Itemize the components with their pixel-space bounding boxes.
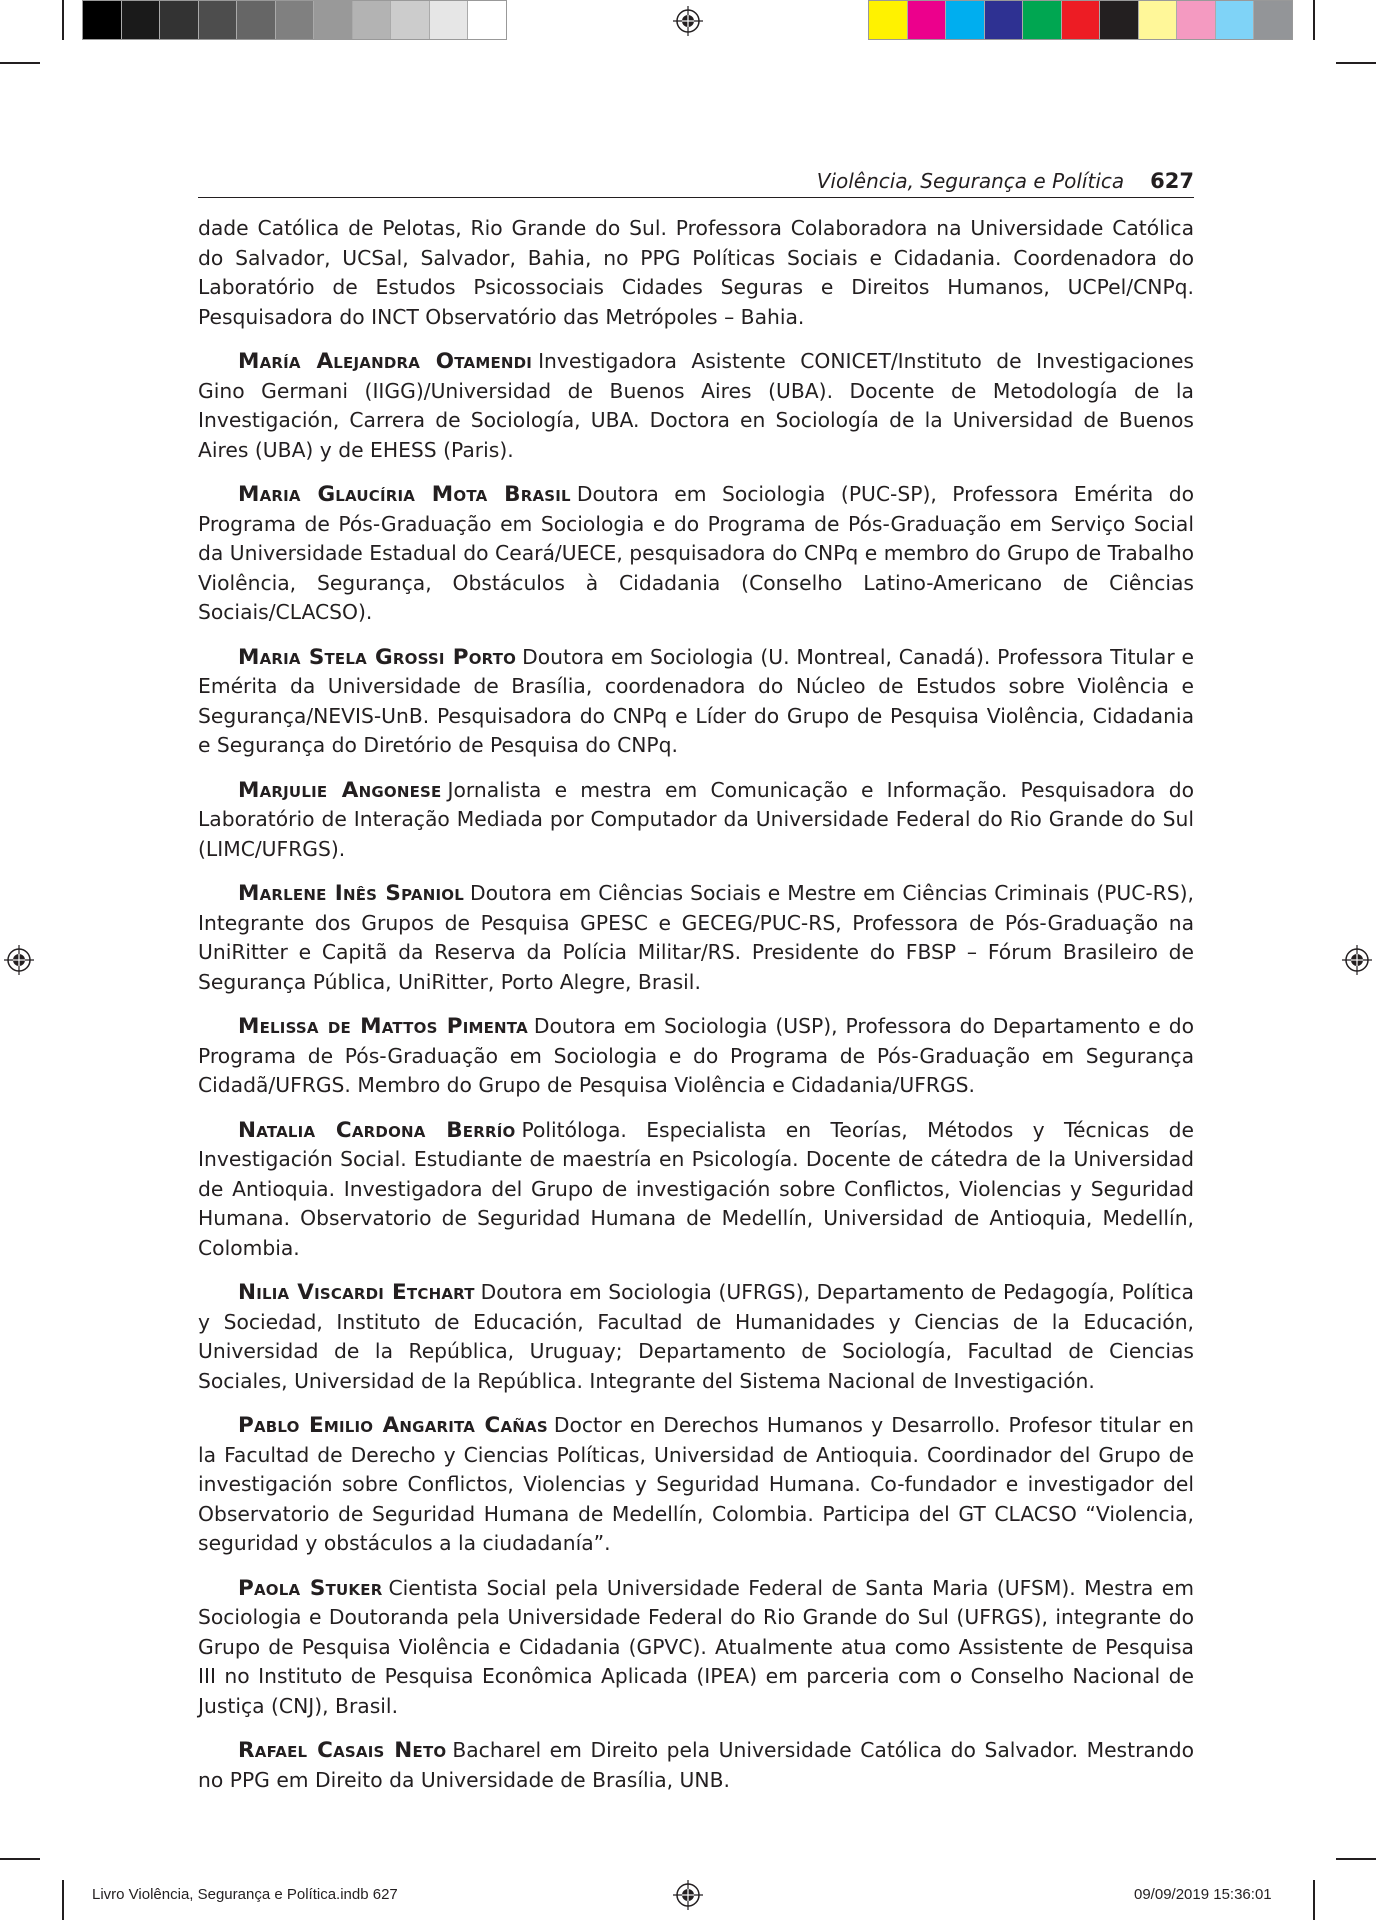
author-name: Natalia Cardona Berrío [238,1117,516,1143]
bio-entry [198,1574,1194,1722]
bio-entry [198,1116,1194,1264]
color-swatch [1177,1,1216,39]
color-swatch [946,1,985,39]
bio-entry [198,347,1194,465]
author-name: María Alejandra Otamendi [238,349,533,374]
bio-entry [198,1012,1194,1101]
crop-mark-top-right-v [1313,0,1315,40]
color-swatch [122,1,161,39]
color-swatch [1139,1,1178,39]
bio-entry-continued [198,214,1194,332]
bio-text: Doutora em Sociologia (USP), Professora do Departamento e do Programa de Pós-Graduação em Sociologia e do Programa de Pós-Graduação em Segurança Cidadã/UFRGS. Membro do Grupo de Pesquisa Violência e Cidadania/UFRGS. [198,1014,1194,1097]
bio-text: Cientista Social pela Universidade Federal de Santa Maria (UFSM). Mestra em Sociologia e Doutoranda pela Universidade Federal do Rio Grande do Sul (UFRGS), integrante do Grupo de Pesquisa Violência e Cidadania (GPVC). Atualmente atua como Assistente de Pesquisa III no Instituto de Pesquisa Econômica Aplicada (IPEA) em parceria com o Conselho Nacional de Justiça (CNJ), Brasil. [198,1575,1194,1718]
print-timestamp: 09/09/2019 15:36:01 [1134,1886,1272,1903]
registration-mark-icon [673,1880,703,1910]
bio-entry [198,1411,1194,1559]
author-name: Maria Glaucíria Mota Brasil [238,482,571,507]
color-swatch [237,1,276,39]
crop-mark-top-left-h [0,62,40,64]
author-name: Maria Stela Grossi Porto [238,644,517,670]
author-name: Rafael Casais Neto [238,1738,447,1763]
bio-text: Doutora em Ciências Sociais e Mestre em Ciências Criminais (PUC-RS), Integrante dos Grupos de Pesquisa GPESC e GECEG/PUC-RS, Professora de Pós-Graduação na UniRitter e Capitã da Reserva da Polícia Militar/RS. Presidente do FBSP – Fórum Brasileiro de Segurança Pública, UniRitter, Porto Alegre, Brasil. [198,881,1195,994]
color-swatch [83,1,122,39]
color-swatch [276,1,315,39]
author-name: Paola Stuker [238,1575,383,1601]
bio-text: Politóloga. Especialista en Teorías, Métodos y Técnicas de Investigación Social. Estudiante de maestría en Psicología. Docente de cátedra de la Universidad de Antioquia. Investigadora del Grupo de investigación sobre Conflictos, Violencias y Seguridad Humana. Observatorio de Seguridad Humana de Medellín, Universidad de Antioquia, Medellín, Colombia. [198,1117,1194,1260]
bio-text: Doutora em Sociologia (U. Montreal, Canadá). Professora Titular e Emérita da Universidade de Brasília, coordenadora do Núcleo de Estudos sobre Violência e Segurança/NEVIS-UnB. Pesquisadora do CNPq e Líder do Grupo de Pesquisa Violência, Cidadania e Segurança do Diretório de Pesquisa do CNPq. [198,644,1194,757]
crop-mark-bottom-right-v [1313,1880,1315,1920]
color-swatch [869,1,908,39]
bio-entry [198,776,1194,865]
process-color-bar [868,0,1293,40]
running-header [198,162,1194,198]
crop-mark-bottom-right-h [1336,1858,1376,1860]
color-swatch [430,1,469,39]
bio-entry [198,879,1194,997]
crop-mark-bottom-left-h [0,1858,40,1860]
color-swatch [353,1,392,39]
registration-mark-icon [4,945,34,975]
color-swatch [908,1,947,39]
author-name: Melissa de Mattos Pimenta [238,1014,528,1039]
color-swatch [1100,1,1139,39]
contributor-list [198,214,1194,1810]
bio-text: Investigadora Asistente CONICET/Instituto de Investigaciones Gino Germani (IIGG)/Universidad de Buenos Aires (UBA). Docente de Metodología de la Investigación, Carrera de Sociología, UBA. Doctora en Sociología de la Universidad de Buenos Aires (UBA) y de EHESS (Paris). [198,349,1194,462]
author-name: Marlene Inês Spaniol [238,881,464,906]
running-title: Violência, Segurança e Política [816,169,1125,193]
bio-text: Bacharel em Direito pela Universidade Católica do Salvador. Mestrando no PPG em Direito da Universidade de Brasília, UNB. [198,1738,1194,1792]
page-number: 627 [1150,169,1194,193]
author-name: Nilia Viscardi Etchart [238,1280,475,1305]
bio-text: Jornalista e mestra em Comunicação e Informação. Pesquisadora do Laboratório de Interação Mediada por Computador da Universidade Federal do Rio Grande do Sul (LIMC/UFRGS). [198,777,1194,861]
color-swatch [1062,1,1101,39]
author-name: Marjulie Angonese [238,777,442,803]
color-swatch [1023,1,1062,39]
grayscale-color-bar [82,0,507,40]
file-slug: Livro Violência, Segurança e Política.indb 627 [92,1886,398,1903]
bio-entry [198,643,1194,761]
author-name: Pablo Emilio Angarita Cañas [238,1413,548,1438]
color-swatch [199,1,238,39]
color-swatch [1254,1,1292,39]
registration-mark-icon [1342,945,1372,975]
color-swatch [391,1,430,39]
bio-entry [198,1736,1194,1795]
crop-mark-bottom-left-v [62,1880,64,1920]
color-swatch [468,1,506,39]
crop-mark-top-right-h [1336,62,1376,64]
color-swatch [160,1,199,39]
bio-text: Doutora em Sociologia (UFRGS), Departamento de Pedagogía, Política y Sociedad, Instituto de Educación, Facultad de Humanidades y Ciencias de la Educación, Universidad de la República, Uruguay; Departamento de Sociología, Facultad de Ciencias Sociales, Universidad de la República. Integrante del Sistema Nacional de Investigación. [198,1280,1194,1393]
color-swatch [985,1,1024,39]
bio-text: Doctor en Derechos Humanos y Desarrollo. Profesor titular en la Facultad de Derecho y Ciencias Políticas, Universidad de Antioquia. Coordinador del Grupo de investigación sobre Conflictos, Violencias y Seguridad Humana. Co-fundador e investigador del Observatorio de Seguridad Humana de Medellín, Colombia. Participa del GT CLACSO “Violencia, seguridad y obstáculos a la ciudadanía”. [198,1413,1195,1555]
color-swatch [1216,1,1255,39]
bio-entry [198,480,1194,628]
crop-mark-top-left-v [62,0,64,40]
color-swatch [314,1,353,39]
registration-mark-icon [673,6,703,36]
bio-text: Doutora em Sociologia (PUC-SP), Professora Emérita do Programa de Pós-Graduação em Sociologia e do Programa de Pós-Graduação em Serviço Social da Universidade Estadual do Ceará/UECE, pesquisadora do CNPq e membro do Grupo de Trabalho Violência, Segurança, Obstáculos à Cidadania (Conselho Latino-Americano de Ciências Sociais/CLACSO). [198,482,1195,624]
bio-text: dade Católica de Pelotas, Rio Grande do Sul. Professora Colaboradora na Universidade Católica do Salvador, UCSal, Salvador, Bahia, no PPG Políticas Sociais e Cidadania. Coordenadora do Laboratório de Estudos Psicossociais Cidades Seguras e Direitos Humanos, UCPel/CNPq. Pesquisadora do INCT Observatório das Metrópoles – Bahia. [198,216,1194,329]
bio-entry [198,1278,1194,1396]
